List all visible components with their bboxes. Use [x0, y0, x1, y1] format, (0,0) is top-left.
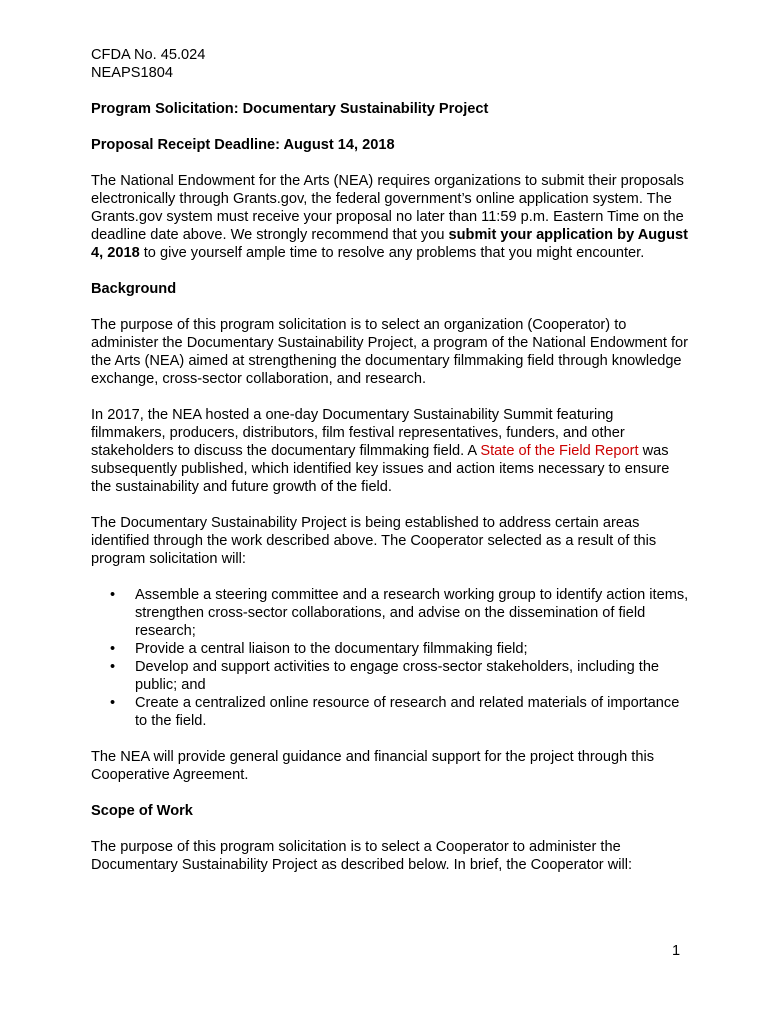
- list-item-text: Assemble a steering committee and a research working group to identify action items, strengthen cross-sector collaborations, and advise on the dissemination of field research;: [135, 587, 689, 639]
- list-item: [110, 586, 691, 640]
- list-item: [110, 694, 691, 730]
- list-item-text: Develop and support activities to engage cross-sector stakeholders, including the public; and: [135, 659, 660, 693]
- deadline-line: Proposal Receipt Deadline: August 14, 2018: [91, 137, 395, 153]
- background-paragraph-3: The Documentary Sustainability Project is being established to address certain areas identified through the work described above. The Cooperator selected as a result of this program solicitation will:: [91, 515, 657, 567]
- state-of-field-report-link[interactable]: State of the Field Report: [480, 443, 639, 459]
- background-paragraph-2: [91, 406, 691, 496]
- background-p2-text-after: was subsequently published, which identified key issues and action items necessary to ensure the sustainability and future growth of the field.: [91, 443, 670, 495]
- bullet-icon: •: [110, 641, 116, 657]
- intro-paragraph: [91, 172, 691, 262]
- background-heading: Background: [91, 281, 177, 297]
- bullet-icon: •: [110, 695, 116, 711]
- intro-text-1: The National Endowment for the Arts (NEA) requires organizations to submit their proposals electronically through Grants.gov, the federal government’s online application system. The Grants.gov system must receive your proposal no later than 11:59 p.m. Eastern Time on the deadline date above. We strongly recommend that you: [91, 173, 684, 243]
- cfda-number: CFDA No. 45.024: [91, 47, 206, 63]
- intro-text-2: to give yourself ample time to resolve any problems that you might encounter.: [139, 245, 645, 261]
- bullet-icon: •: [110, 659, 116, 675]
- document-body: [91, 46, 691, 874]
- background-paragraph-1: The purpose of this program solicitation is to select an organization (Cooperator) to administer the Documentary Sustainability Project, a program of the National Endowment for the Arts (NEA) aimed at strengthening the documentary filmmaking field through knowledge exchange, cross-sector collaboration, and research.: [91, 317, 689, 387]
- document-title: Program Solicitation: Documentary Sustainability Project: [91, 101, 489, 117]
- scope-paragraph-1: The purpose of this program solicitation is to select a Cooperator to administer the Documentary Sustainability Project as described below. In brief, the Cooperator will:: [91, 839, 633, 873]
- background-p2-text-before: In 2017, the NEA hosted a one-day Documentary Sustainability Summit featuring filmmakers, producers, distributors, film festival representatives, funders, and other stakeholders to discuss the documentary filmmaking field. A: [91, 407, 625, 459]
- solicitation-reference: NEAPS1804: [91, 65, 173, 81]
- bullet-icon: •: [110, 587, 116, 603]
- list-item-text: Create a centralized online resource of research and related materials of importance to the field.: [135, 695, 680, 729]
- list-item: [110, 640, 691, 658]
- background-paragraph-4: The NEA will provide general guidance and financial support for the project through this Cooperative Agreement.: [91, 749, 655, 783]
- list-item: [110, 658, 691, 694]
- list-item-text: Provide a central liaison to the documentary filmmaking field;: [135, 641, 528, 657]
- cooperator-duties-list: [91, 586, 691, 730]
- page-number: 1: [672, 943, 681, 959]
- scope-heading: Scope of Work: [91, 803, 193, 819]
- intro-bold-deadline: submit your application by August 4, 2018: [91, 227, 688, 261]
